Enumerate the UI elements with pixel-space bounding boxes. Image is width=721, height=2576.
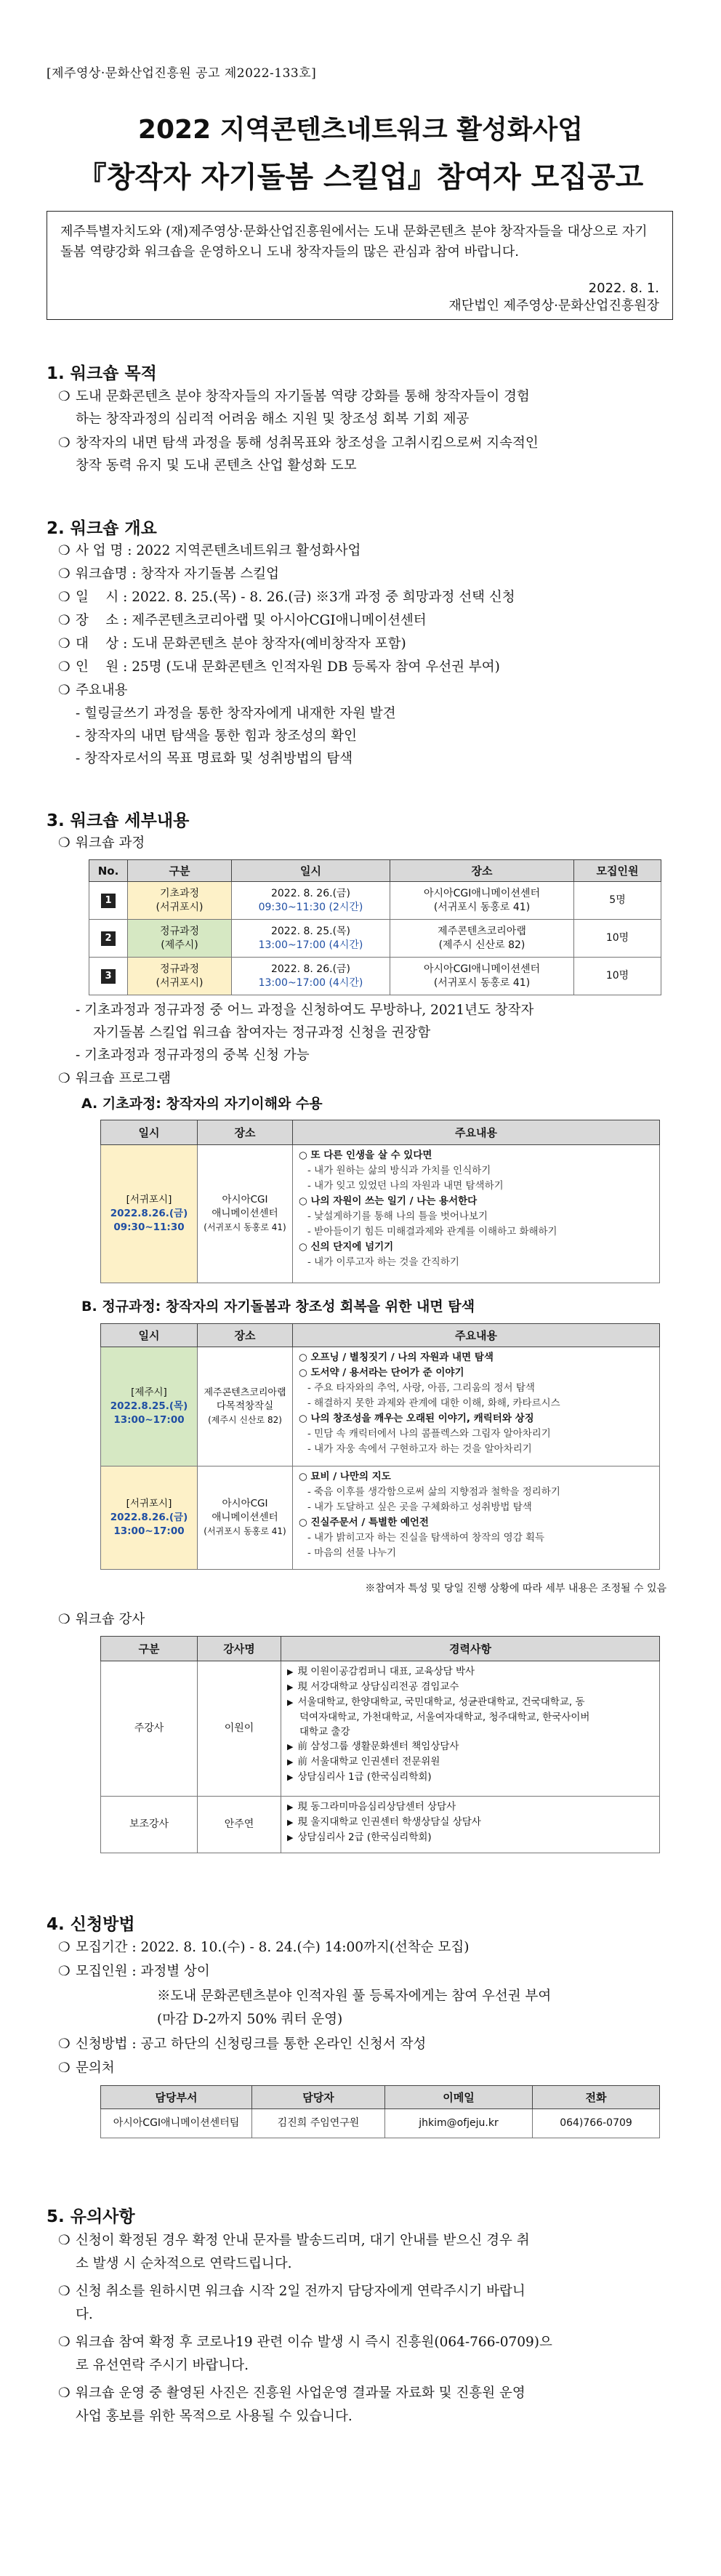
program-b-row — [101, 1466, 660, 1570]
s5-bullet-4: ❍ 워크숍 운영 중 촬영된 사진은 진흥원 사업운영 결과물 자료화 및 진흥원 운영 — [58, 2386, 525, 2401]
course-place-cell — [390, 958, 574, 995]
program-a-header — [101, 1120, 660, 1145]
col-content: 주요내용 — [293, 1120, 660, 1145]
course-table — [89, 859, 661, 995]
section-4-heading: 4. 신청방법 — [47, 1915, 135, 1934]
s5-bullet-2: ❍ 신청 취소를 원하시면 워크숍 시작 2일 전까지 담당자에게 연락주시기 바랍니 — [58, 2284, 525, 2299]
program-date: 2022.8.25.(목) — [110, 1400, 188, 1412]
course-type-cell — [128, 958, 232, 995]
s2-detail-1: - 힐링글쓰기 과정을 통한 창작자에게 내재한 자원 발견 — [76, 706, 396, 721]
course-no: 1 — [101, 894, 116, 908]
contact-person: 김진희 주임연구원 — [252, 2109, 385, 2138]
course-place: 제주콘텐츠코리아랩 — [438, 925, 526, 937]
program-address: (제주시 신산로 82) — [208, 1415, 282, 1425]
course-note-1-cont: 자기돌봄 스킬업 워크숍 참여자는 정규과정 신청을 권장함 — [93, 1025, 431, 1040]
program-where — [198, 1466, 293, 1570]
content-item: ○ 또 다른 인생을 살 수 있다면 — [299, 1149, 432, 1161]
course-note-2: - 기초과정과 정규과정의 중복 신청 가능 — [76, 1048, 310, 1063]
content-item: - 죽음 이후를 생각함으로써 삶의 지향점과 철학을 정리하기 — [307, 1486, 560, 1498]
s5-bullet-4-cont: 사업 홍보를 위한 목적으로 사용될 수 있습니다. — [76, 2409, 353, 2424]
course-region: (서귀포시) — [156, 901, 204, 913]
course-cap: 5명 — [574, 882, 661, 920]
content-item: - 해결하지 못한 과제와 관계에 대한 이해, 화해, 카타르시스 — [307, 1397, 560, 1409]
career-item: ▶ 상담심리사 1급 (한국심리학회) — [287, 1771, 432, 1783]
s2-detail-3: - 창작자로서의 목표 명료화 및 성취방법의 탐색 — [76, 751, 353, 766]
course-region: (서귀포시) — [156, 976, 204, 989]
col-role: 구분 — [101, 1637, 198, 1661]
content-item: - 내가 이루고자 하는 것을 간직하기 — [307, 1256, 459, 1268]
program-region: [서귀포시] — [126, 1194, 172, 1205]
instructor-row — [101, 1797, 660, 1853]
notice-number: [제주영상·문화산업진흥원 공고 제2022-133호] — [47, 66, 317, 81]
career-item-cont: 대학교 출강 — [299, 1726, 350, 1738]
course-cap: 10명 — [574, 958, 661, 995]
course-date: 2022. 8. 26.(금) — [270, 963, 351, 975]
course-date: 2022. 8. 25.(목) — [270, 925, 351, 937]
program-b-table — [100, 1323, 660, 1570]
program-time: 13:00~17:00 — [113, 1414, 185, 1426]
content-item: - 민담 속 캐릭터에서 나의 콤플렉스와 그림자 알아차리기 — [307, 1428, 551, 1440]
course-date-cell — [232, 882, 390, 920]
col-type: 구분 — [128, 860, 232, 882]
course-date-cell — [232, 958, 390, 995]
s4-line-2: ❍ 모집인원 : 과정별 상이 — [58, 1964, 210, 1979]
course-place: 아시아CGI애니메이션센터 — [424, 887, 540, 899]
col-name: 강사명 — [198, 1637, 281, 1661]
program-place: 아시아CGI — [222, 1194, 268, 1205]
title-line-1: 2022 지역콘텐츠네트워크 활성화사업 — [137, 115, 584, 145]
col-career: 경력사항 — [281, 1637, 660, 1661]
s4-line-1: ❍ 모집기간 : 2022. 8. 10.(수) - 8. 24.(수) 14:00까지(선착순 모집) — [58, 1940, 470, 1955]
intro-box — [47, 211, 673, 320]
title-line-2: 『창작자 자기돌봄 스킬업』참여자 모집공고 — [77, 161, 644, 194]
col-no: No. — [89, 860, 128, 882]
program-region: [서귀포시] — [126, 1498, 172, 1509]
content-item: ○ 나의 창조성을 깨우는 오래된 이야기, 캐릭터와 상징 — [299, 1413, 534, 1424]
col-where: 장소 — [198, 1324, 293, 1347]
course-type-cell — [128, 882, 232, 920]
program-note: ※참여자 특성 및 당일 진행 상황에 따라 세부 내용은 조정될 수 있음 — [365, 1583, 666, 1594]
course-row — [89, 958, 661, 995]
col-dept: 담당부서 — [101, 2086, 252, 2109]
program-title: ❍ 워크숍 프로그램 — [58, 1071, 171, 1086]
program-content — [293, 1466, 660, 1570]
course-type-cell — [128, 920, 232, 958]
content-item: ○ 진실주문서 / 특별한 예언전 — [299, 1517, 429, 1528]
course-place: 아시아CGI애니메이션센터 — [424, 963, 540, 975]
course-no: 3 — [101, 969, 116, 984]
course-type: 기초과정 — [159, 887, 200, 899]
program-when — [101, 1466, 198, 1570]
instructor-role: 보조강사 — [101, 1797, 198, 1853]
content-item: ○ 묘비 / 나만의 지도 — [299, 1471, 391, 1482]
course-address: (서귀포시 동홍로 41) — [433, 976, 531, 989]
content-item: - 내가 자웅 속에서 구현하고자 하는 것을 알아차리기 — [307, 1443, 532, 1455]
s5-bullet-2-cont: 다. — [76, 2307, 93, 2322]
course-place-cell — [390, 882, 574, 920]
section-5-heading: 5. 유의사항 — [47, 2207, 135, 2226]
content-item: - 주요 타자와의 추억, 사랑, 아픔, 그리움의 정서 탐색 — [307, 1382, 535, 1394]
section-3-heading: 3. 워크숍 세부내용 — [47, 811, 190, 830]
contact-table — [100, 2085, 660, 2138]
course-place-cell — [390, 920, 574, 958]
contact-header — [101, 2086, 660, 2109]
program-a-title: A. 기초과정: 창작자의 자기이해와 수용 — [81, 1096, 323, 1112]
s1-bullet-1: ❍ 도내 문화콘텐츠 분야 창작자들의 자기돌봄 역량 강화를 통해 창작자들이 경험 — [58, 389, 530, 404]
content-item: ○ 신의 단지에 넘기기 — [299, 1241, 394, 1253]
program-date: 2022.8.26.(금) — [110, 1208, 188, 1219]
content-item: - 내가 밝히고자 하는 진실을 탐색하여 창작의 영감 획득 — [307, 1532, 545, 1544]
s2-line-5: ❍ 대 상 : 도내 문화콘텐츠 분야 창작자(예비창작자 포함) — [58, 636, 406, 651]
course-title: ❍ 워크숍 과정 — [58, 835, 145, 851]
intro-date: 2022. 8. 1. — [588, 281, 659, 296]
s2-line-2: ❍ 워크숍명 : 창작자 자기돌봄 스킬업 — [58, 566, 279, 582]
program-address: (서귀포시 동홍로 41) — [204, 1222, 286, 1232]
col-cap: 모집인원 — [574, 860, 661, 882]
s4-note-1: ※도내 문화콘텐츠분야 인적자원 풀 등록자에게는 참여 우선권 부여 — [157, 1989, 552, 2004]
content-item: ○ 도서약 / 용서라는 단어가 준 이야기 — [299, 1367, 464, 1379]
career-item: ▶ 前 삼성그룹 생활문화센터 책임상담사 — [287, 1741, 459, 1752]
s4-line-3: ❍ 신청방법 : 공고 하단의 신청링크를 통한 온라인 신청서 작성 — [58, 2037, 427, 2052]
course-time: 09:30~11:30 (2시간) — [258, 901, 363, 913]
program-time: 13:00~17:00 — [113, 1525, 185, 1537]
content-item: - 내가 잊고 있었던 나의 자원과 내면 탐색하기 — [307, 1180, 504, 1192]
instructor-career — [281, 1797, 660, 1853]
instructor-table — [100, 1636, 660, 1853]
intro-signature — [448, 280, 659, 315]
col-email: 이메일 — [385, 2086, 533, 2109]
instructor-role: 주강사 — [101, 1661, 198, 1797]
career-item: ▶ 前 서울대학교 인권센터 전문위원 — [287, 1756, 440, 1768]
s2-line-6: ❍ 인 원 : 25명 (도내 문화콘텐츠 인적자원 DB 등록자 참여 우선권 부여) — [58, 659, 500, 675]
career-item: ▶ 現 동그라미마음심리상담센터 상담사 — [287, 1801, 456, 1813]
program-content — [293, 1145, 660, 1283]
s2-line-7: ❍ 주요내용 — [58, 683, 128, 698]
instructor-header — [101, 1637, 660, 1661]
col-phone: 전화 — [533, 2086, 660, 2109]
intro-text: 제주특별자치도와 (재)제주영상·문화산업진흥원에서는 도내 문화콘텐츠 분야 창작자들을 대상으로 자기돌봄 역량강화 워크숍을 운영하오니 도내 창작자들의 많은 관심과 참여 바랍니다. — [60, 224, 648, 260]
program-region: [제주시] — [131, 1387, 167, 1398]
program-content — [293, 1347, 660, 1466]
program-date: 2022.8.26.(금) — [110, 1512, 188, 1523]
col-date: 일시 — [232, 860, 390, 882]
content-item: ○ 나의 자원이 쓰는 일기 / 나는 용서한다 — [299, 1195, 478, 1207]
course-no: 2 — [101, 931, 116, 946]
program-when — [101, 1347, 198, 1466]
content-item: - 마음의 선물 나누기 — [307, 1547, 397, 1559]
content-item: - 내가 원하는 삶의 방식과 가치를 인식하기 — [307, 1165, 491, 1176]
s4-note-2: (마감 D-2까지 50% 쿼터 운영) — [157, 2012, 343, 2027]
program-address: (서귀포시 동홍로 41) — [204, 1526, 286, 1536]
course-type: 정규과정 — [159, 963, 200, 975]
contact-dept: 아시아CGI애니메이션센터팀 — [101, 2109, 252, 2138]
contact-email[interactable]: jhkim@ofjeju.kr — [385, 2109, 533, 2138]
instructor-name: 안주연 — [198, 1797, 281, 1853]
course-region: (제주시) — [161, 939, 198, 951]
career-item: ▶ 서울대학교, 한양대학교, 국민대학교, 성균관대학교, 건국대학교, 동 — [287, 1696, 585, 1708]
course-no-cell — [89, 958, 128, 995]
s5-bullet-3: ❍ 워크숍 참여 확정 후 코로나19 관련 이슈 발생 시 즉시 진흥원(064-766-0709)으 — [58, 2335, 552, 2350]
instructor-career — [281, 1661, 660, 1797]
course-no-cell — [89, 920, 128, 958]
course-address: (서귀포시 동홍로 41) — [433, 901, 531, 913]
s5-bullet-1: ❍ 신청이 확정된 경우 확정 안내 문자를 발송드리며, 대기 안내를 받으신 경우 취 — [58, 2233, 530, 2248]
s2-detail-2: - 창작자의 내면 탐색을 통한 힘과 창조성의 확인 — [76, 729, 357, 744]
content-item: - 받아들이기 힘든 미해결과제와 관계를 이해하고 화해하기 — [307, 1226, 557, 1237]
s2-line-4: ❍ 장 소 : 제주콘텐츠코리아랩 및 아시아CGI애니메이션센터 — [58, 613, 427, 628]
course-type: 정규과정 — [159, 925, 200, 937]
s4-line-4: ❍ 문의처 — [58, 2061, 115, 2076]
col-when: 일시 — [101, 1324, 198, 1347]
col-person: 담당자 — [252, 2086, 385, 2109]
col-where: 장소 — [198, 1120, 293, 1145]
content-item: - 낯설게하기를 통해 나의 틀을 벗어나보기 — [307, 1211, 488, 1222]
col-when: 일시 — [101, 1120, 198, 1145]
course-note-1: - 기초과정과 정규과정 중 어느 과정을 신청하여도 무방하나, 2021년도 창작자 — [76, 1003, 534, 1018]
col-content: 주요내용 — [293, 1324, 660, 1347]
s2-line-3: ❍ 일 시 : 2022. 8. 25.(목) - 8. 26.(금) ※3개 과정 중 희망과정 선택 신청 — [58, 590, 515, 605]
contact-phone: 064)766-0709 — [533, 2109, 660, 2138]
content-item: ○ 오프닝 / 별칭짓기 / 나의 자원과 내면 탐색 — [299, 1352, 494, 1363]
course-table-header — [89, 860, 661, 882]
s5-bullet-1-cont: 소 발생 시 순차적으로 연락드립니다. — [76, 2256, 292, 2271]
intro-org: 재단법인 제주영상·문화산업진흥원장 — [448, 298, 659, 313]
s5-bullet-3-cont: 로 유선연락 주시기 바랍니다. — [76, 2358, 249, 2373]
course-date: 2022. 8. 26.(금) — [270, 887, 351, 899]
program-where — [198, 1347, 293, 1466]
course-row — [89, 920, 661, 958]
s1-bullet-1-cont: 하는 창작과정의 심리적 어려움 해소 지원 및 창조성 회복 기회 제공 — [76, 412, 470, 427]
course-address: (제주시 신산로 82) — [438, 939, 525, 951]
course-time: 13:00~17:00 (4시간) — [258, 939, 363, 951]
program-place: 아시아CGI — [222, 1498, 268, 1509]
program-b-header — [101, 1324, 660, 1347]
instructor-name: 이원이 — [198, 1661, 281, 1797]
career-item: ▶ 상담심리사 2급 (한국심리학회) — [287, 1831, 432, 1843]
program-when — [101, 1145, 198, 1283]
program-place-2: 애니메이션센터 — [212, 1208, 278, 1219]
course-row — [89, 882, 661, 920]
s2-line-1: ❍ 사 업 명 : 2022 지역콘텐츠네트워크 활성화사업 — [58, 543, 361, 558]
s1-bullet-2-cont: 창작 동력 유지 및 도내 콘텐츠 산업 활성화 도모 — [76, 458, 357, 473]
program-b-row — [101, 1347, 660, 1466]
program-place-2: 애니메이션센터 — [212, 1512, 278, 1523]
program-b-title: B. 정규과정: 창작자의 자기돌봄과 창조성 회복을 위한 내면 탐색 — [81, 1299, 475, 1315]
content-item: - 내가 도달하고 싶은 곳을 구체화하고 성취방법 탐색 — [307, 1501, 532, 1513]
s1-bullet-2: ❍ 창작자의 내면 탐색 과정을 통해 성취목표와 창조성을 고취시킴으로써 지속적인 — [58, 436, 539, 451]
program-where — [198, 1145, 293, 1283]
program-place-2: 다목적창작실 — [216, 1400, 274, 1412]
course-date-cell — [232, 920, 390, 958]
instructor-title: ❍ 워크숍 강사 — [58, 1612, 145, 1627]
instructor-row — [101, 1661, 660, 1797]
program-a-table — [100, 1120, 660, 1283]
section-1-heading: 1. 워크숍 목적 — [47, 364, 157, 383]
course-cap: 10명 — [574, 920, 661, 958]
program-place: 제주콘텐츠코리아랩 — [204, 1387, 286, 1398]
course-no-cell — [89, 882, 128, 920]
course-time: 13:00~17:00 (4시간) — [258, 976, 363, 989]
career-item-cont: 덕여자대학교, 가천대학교, 서울여자대학교, 청주대학교, 한국사이버 — [299, 1712, 590, 1723]
career-item: ▶ 現 이원이공감컴퍼니 대표, 교육상담 박사 — [287, 1666, 475, 1677]
section-2-heading: 2. 워크숍 개요 — [47, 519, 157, 538]
col-place: 장소 — [390, 860, 574, 882]
career-item: ▶ 現 울지대학교 인권센터 학생상담실 상담사 — [287, 1816, 481, 1828]
contact-row — [101, 2109, 660, 2138]
program-time: 09:30~11:30 — [113, 1221, 185, 1233]
program-a-row — [101, 1145, 660, 1283]
career-item: ▶ 現 서강대학교 상담심리전공 겸임교수 — [287, 1681, 459, 1693]
